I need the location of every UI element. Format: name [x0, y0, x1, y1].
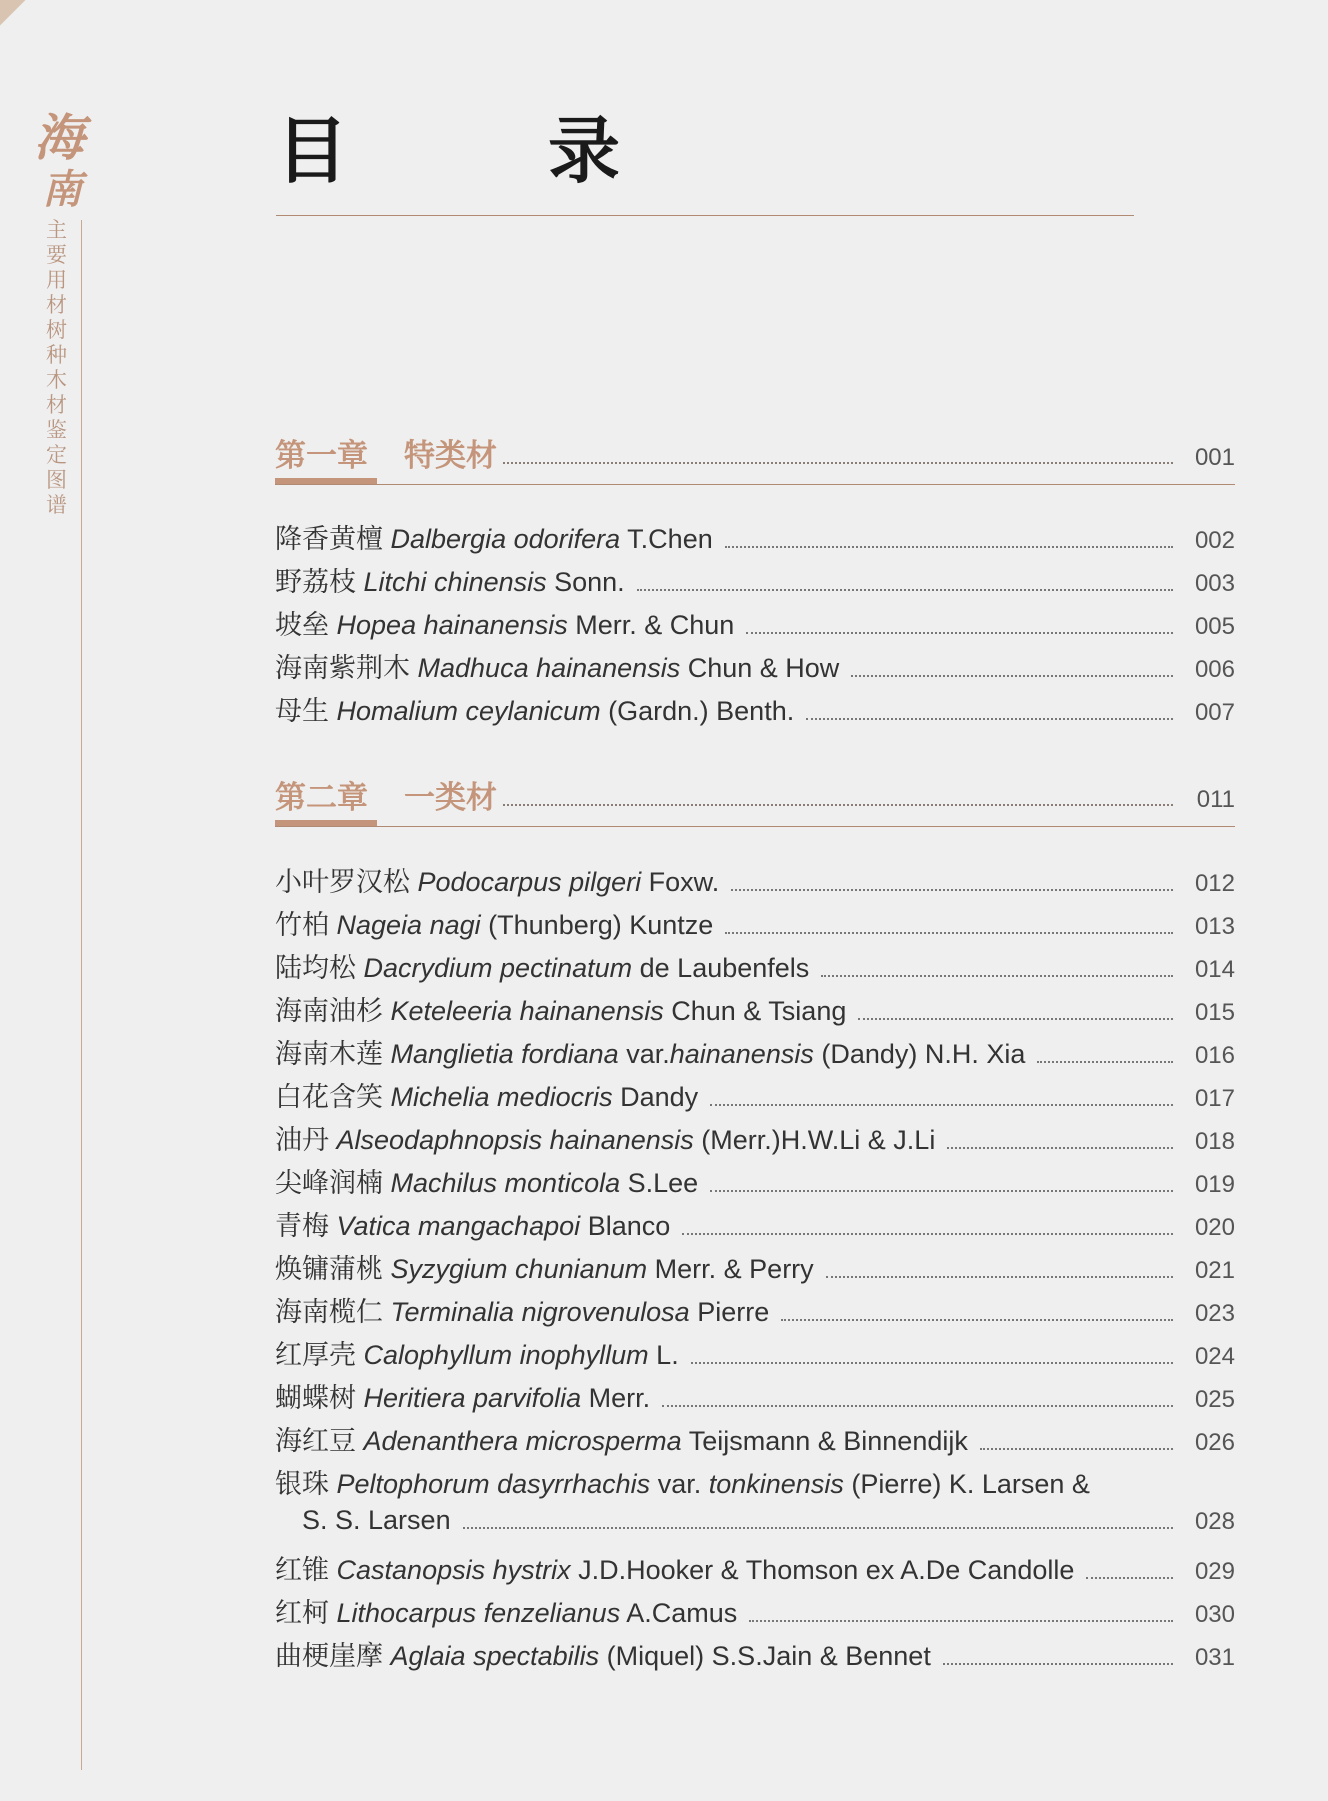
leader-dots: [710, 1189, 1173, 1192]
toc-entry[interactable]: [275, 1591, 1235, 1634]
entry-page: 026: [1194, 1429, 1235, 1456]
title-rule: [276, 215, 1134, 216]
entry-cn-name: 青梅: [275, 1211, 329, 1241]
chapter-label: 第二章: [275, 780, 368, 816]
entry-sci-name: Syzygium chunianum: [390, 1254, 648, 1284]
entry-page: 018: [1194, 1128, 1235, 1155]
entry-sci-name: Litchi chinensis: [363, 567, 547, 597]
chapter-rule: [275, 826, 1235, 827]
entry-author: (Miquel) S.S.Jain & Bennet: [606, 1641, 931, 1671]
leader-dots: [821, 974, 1173, 977]
entry-sci-name: Heritiera parvifolia: [363, 1383, 582, 1413]
entry-page: 016: [1194, 1042, 1235, 1069]
entry-page: 029: [1194, 1558, 1235, 1585]
entry-page: 028: [1194, 1508, 1235, 1535]
entry-cn-name: 小叶罗汉松: [275, 867, 410, 897]
entry-author: de Laubenfels: [639, 953, 810, 983]
entry-cn-name: 坡垒: [275, 610, 329, 640]
entry-sci-name: Machilus monticola: [390, 1168, 621, 1198]
leader-dots: [395, 804, 1173, 806]
leader-dots: [710, 1103, 1173, 1106]
entry-author: Teijsmann & Binnendijk: [688, 1426, 968, 1456]
leader-dots: [1086, 1576, 1173, 1579]
chapter-rule: [275, 484, 1235, 485]
toc-entry[interactable]: [275, 903, 1235, 946]
entry-page: 003: [1194, 570, 1235, 597]
entry-rank: var.: [626, 1039, 670, 1069]
entry-author: Blanco: [587, 1211, 671, 1241]
entry-sci-name: Michelia mediocris: [390, 1082, 613, 1112]
entry-cn-name: 红厚壳: [275, 1340, 356, 1370]
entry-sci-name: Calophyllum inophyllum: [363, 1340, 649, 1370]
entry-sci-name: Aglaia spectabilis: [390, 1641, 600, 1671]
entry-cn-name: 海南木莲: [275, 1039, 383, 1069]
entry-sci-name: Vatica mangachapoi: [336, 1211, 581, 1241]
entry-page: 005: [1194, 613, 1235, 640]
leader-dots: [463, 1526, 1173, 1529]
entry-page: 002: [1194, 527, 1235, 554]
toc-chapter-1: [275, 434, 1235, 482]
leader-dots: [746, 631, 1173, 634]
entry-author: Sonn.: [554, 567, 625, 597]
entry-page: 023: [1194, 1300, 1235, 1327]
toc-entry[interactable]: [275, 989, 1235, 1032]
chapter-label: 第一章: [275, 438, 368, 474]
entry-page: 025: [1194, 1386, 1235, 1413]
entry-cn-name: 海南油杉: [275, 996, 383, 1026]
toc-entry[interactable]: [275, 1032, 1235, 1075]
entry-cn-name: 尖峰润楠: [275, 1168, 383, 1198]
toc-entry[interactable]: [275, 1204, 1235, 1247]
entry-sci-name: Dacrydium pectinatum: [363, 953, 633, 983]
entry-cn-name: 海南紫荆木: [275, 653, 410, 683]
leader-dots: [731, 888, 1173, 891]
leader-dots: [662, 1404, 1173, 1407]
chapter-heading[interactable]: [275, 776, 1235, 824]
toc-entry[interactable]: [275, 1161, 1235, 1204]
entry-cn-name: 陆均松: [275, 953, 356, 983]
toc-entry[interactable]: [275, 946, 1235, 989]
entry-sci-name: Nageia nagi: [336, 910, 481, 940]
entry-author: (Dandy) N.H. Xia: [821, 1039, 1026, 1069]
toc-entry[interactable]: [275, 646, 1235, 689]
entry-author: Merr. & Perry: [654, 1254, 814, 1284]
entry-page: 012: [1194, 870, 1235, 897]
entry-sci-name: Madhuca hainanensis: [417, 653, 681, 683]
sidebar-logo: [34, 108, 98, 216]
chapter-name: 特类材: [404, 438, 497, 474]
leader-dots: [947, 1146, 1173, 1149]
entry-sci-name: Keteleeria hainanensis: [390, 996, 664, 1026]
toc-entry[interactable]: [275, 1247, 1235, 1290]
entry-sci-name: Terminalia nigrovenulosa: [390, 1297, 690, 1327]
entry-cn-name: 海南榄仁: [275, 1297, 383, 1327]
toc-entry[interactable]: [275, 1118, 1235, 1161]
leader-dots: [682, 1232, 1173, 1235]
toc-entry[interactable]: [275, 517, 1235, 560]
leader-dots: [749, 1619, 1173, 1622]
entry-author: J.D.Hooker & Thomson ex A.De Candolle: [578, 1555, 1075, 1585]
toc-entries-2: [275, 860, 1235, 1677]
entry-sci-name: Manglietia fordiana: [390, 1039, 619, 1069]
entry-cn-name: 海红豆: [275, 1426, 356, 1456]
entry-page: 021: [1194, 1257, 1235, 1284]
toc-chapter-2: [275, 776, 1235, 824]
entry-sci-name: Podocarpus pilgeri: [417, 867, 642, 897]
leader-dots: [858, 1017, 1173, 1020]
entry-cn-name: 竹柏: [275, 910, 329, 940]
leader-dots: [637, 588, 1173, 591]
toc-entry[interactable]: [275, 1634, 1235, 1677]
leader-dots: [691, 1361, 1173, 1364]
entry-author: A.Camus: [626, 1598, 738, 1628]
toc-entry[interactable]: [275, 1419, 1235, 1462]
chapter-page: 011: [1196, 786, 1235, 813]
corner-ornament: [0, 0, 28, 28]
entry-cn-name: 焕镛蒲桃: [275, 1254, 383, 1284]
entry-author: T.Chen: [627, 524, 713, 554]
toc-entry[interactable]: [275, 1462, 1235, 1548]
leader-dots: [806, 717, 1173, 720]
entry-cn-name: 曲梗崖摩: [275, 1641, 383, 1671]
entry-page: 017: [1194, 1085, 1235, 1112]
entry-sci-name: Peltophorum dasyrrhachis: [336, 1469, 651, 1499]
entry-cn-name: 红锥: [275, 1555, 329, 1585]
entry-author: Foxw.: [648, 867, 720, 897]
entry-author: Pierre: [697, 1297, 770, 1327]
entry-sci-name: Adenanthera microsperma: [363, 1426, 682, 1456]
entry-author: Dandy: [620, 1082, 699, 1112]
entry-sci-name-infra: tonkinensis: [708, 1469, 844, 1499]
chapter-page: 001: [1194, 444, 1235, 471]
entry-sci-name: Lithocarpus fenzelianus: [336, 1598, 621, 1628]
toc-entries-1: [275, 517, 1235, 732]
entry-cn-name: 母生: [275, 696, 329, 726]
entry-sci-name: Homalium ceylanicum: [336, 696, 601, 726]
toc-entry[interactable]: [275, 860, 1235, 903]
leader-dots: [725, 545, 1173, 548]
entry-page: 030: [1194, 1601, 1235, 1628]
page-title: 目 录: [276, 108, 685, 193]
sidebar-book-title: 主要用材树种木材鉴定图谱: [46, 218, 67, 517]
toc-entry[interactable]: [275, 1290, 1235, 1333]
toc-entry[interactable]: [275, 1075, 1235, 1118]
chapter-heading[interactable]: [275, 434, 1235, 482]
entry-cn-name: 野荔枝: [275, 567, 356, 597]
leader-dots: [395, 462, 1173, 464]
sidebar-rule: [81, 220, 82, 1770]
entry-page: 019: [1194, 1171, 1235, 1198]
entry-author-cont: S. S. Larsen: [302, 1505, 451, 1535]
entry-page: 024: [1194, 1343, 1235, 1370]
entry-author: L.: [656, 1340, 679, 1370]
entry-sci-name: Castanopsis hystrix: [336, 1555, 571, 1585]
entry-page: 006: [1194, 656, 1235, 683]
leader-dots: [826, 1275, 1173, 1278]
entry-sci-name: Hopea hainanensis: [336, 610, 568, 640]
sidebar-logo-char-1: 海: [34, 108, 84, 167]
entry-author: (Gardn.) Benth.: [608, 696, 795, 726]
entry-cn-name: 降香黄檀: [275, 524, 383, 554]
entry-author: (Pierre) K. Larsen &: [851, 1469, 1090, 1499]
entry-rank: var.: [657, 1469, 702, 1499]
entry-page: 031: [1194, 1644, 1235, 1671]
toc-entry[interactable]: [275, 689, 1235, 732]
entry-author: Chun & Tsiang: [671, 996, 847, 1026]
leader-dots: [781, 1318, 1173, 1321]
toc-entry[interactable]: [275, 1333, 1235, 1376]
chapter-name: 一类材: [404, 780, 497, 816]
leader-dots: [943, 1662, 1173, 1665]
leader-dots: [725, 931, 1173, 934]
entry-page: 007: [1194, 699, 1235, 726]
entry-cn-name: 蝴蝶树: [275, 1383, 356, 1413]
toc-entry[interactable]: [275, 1548, 1235, 1591]
toc-entry[interactable]: [275, 1376, 1235, 1419]
entry-author: (Merr.)H.W.Li & J.Li: [701, 1125, 936, 1155]
entry-sci-name: Alseodaphnopsis hainanensis: [336, 1125, 694, 1155]
entry-sci-name-infra: hainanensis: [669, 1039, 814, 1069]
entry-page: 015: [1194, 999, 1235, 1026]
entry-sci-name: Dalbergia odorifera: [390, 524, 621, 554]
entry-author: Merr.: [588, 1383, 651, 1413]
entry-author: S.Lee: [627, 1168, 699, 1198]
toc-entry[interactable]: [275, 603, 1235, 646]
entry-author: (Thunberg) Kuntze: [488, 910, 714, 940]
leader-dots: [1037, 1060, 1173, 1063]
leader-dots: [980, 1447, 1173, 1450]
entry-cn-name: 红柯: [275, 1598, 329, 1628]
entry-author: Chun & How: [687, 653, 840, 683]
entry-author: Merr. & Chun: [575, 610, 735, 640]
entry-page: 013: [1194, 913, 1235, 940]
leader-dots: [851, 674, 1173, 677]
entry-cn-name: 白花含笑: [275, 1082, 383, 1112]
toc-entry[interactable]: [275, 560, 1235, 603]
sidebar-logo-char-2: 南: [42, 166, 82, 213]
entry-page: 020: [1194, 1214, 1235, 1241]
entry-cn-name: 油丹: [275, 1125, 329, 1155]
entry-cn-name: 银珠: [275, 1469, 329, 1499]
entry-page: 014: [1194, 956, 1235, 983]
